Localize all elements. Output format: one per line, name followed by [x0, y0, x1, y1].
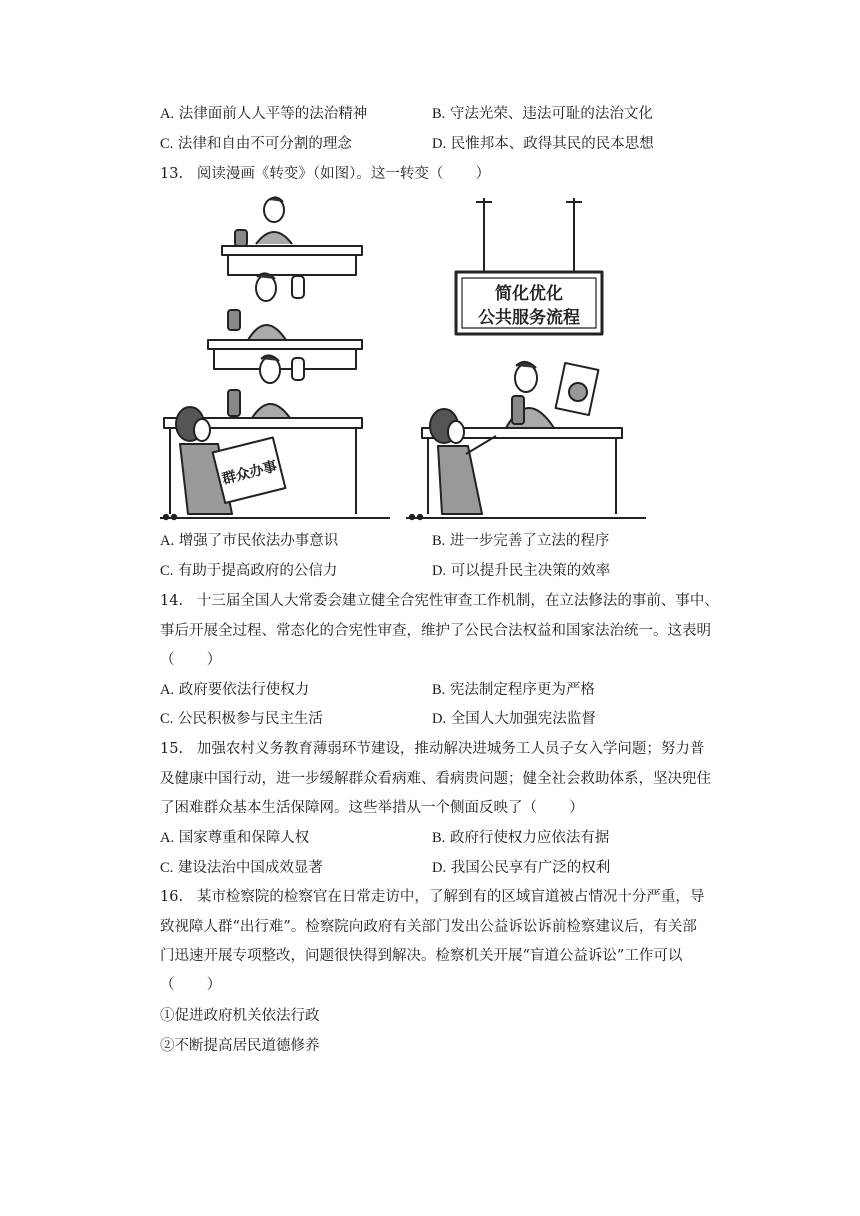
q13-option-d[interactable]: [432, 558, 610, 584]
option-text: 进一步完善了立法的程序: [449, 533, 610, 549]
q16-stem-line3: 门迅速开展专项整改，问题很快得到解决。检察机关开展“盲道公益诉讼”工作可以: [160, 948, 683, 964]
option-letter: D.: [432, 136, 447, 152]
q15-option-b[interactable]: [432, 825, 609, 851]
comic-sign-line2: 公共服务流程: [478, 308, 580, 328]
option-text: 建设法治中国成效显著: [177, 860, 323, 876]
option-letter: D.: [432, 860, 447, 876]
q15-option-a[interactable]: [160, 825, 309, 851]
q14-option-d[interactable]: [432, 706, 596, 732]
option-letter: A.: [160, 106, 175, 122]
q14-option-row-ab: [160, 677, 750, 703]
option-letter: B.: [432, 533, 446, 549]
option-text: 法律和自由不可分割的理念: [177, 136, 352, 152]
option-letter: B.: [432, 106, 446, 122]
q13-option-b[interactable]: [432, 528, 609, 554]
comic-transformation-image: [160, 192, 650, 522]
right-panel: [406, 198, 646, 519]
q14-stem-line2: 事后开展全过程、常态化的合宪性审查，维护了公民合法权益和国家法治统一。这表明: [160, 623, 711, 639]
q14-stem-line1: 14. 十三届全国人大常委会建立健全合宪性审查工作机制，在立法修法的事前、事中、: [160, 593, 719, 609]
q14-stem-line3: （ ）: [160, 652, 222, 668]
q14-option-c[interactable]: [160, 706, 323, 732]
option-text: 增强了市民依法办事意识: [178, 533, 339, 549]
q15-option-row-cd: [160, 855, 750, 881]
option-letter: C.: [160, 711, 174, 727]
comic-sign-line1: 简化优化: [495, 284, 563, 304]
q15-option-c[interactable]: [160, 855, 323, 881]
option-letter: D.: [432, 711, 447, 727]
option-text: 全国人大加强宪法监督: [450, 711, 596, 727]
comic-left-paper-label: 群众办事: [220, 458, 279, 488]
option-letter: A.: [160, 682, 175, 698]
q16-statement-2[interactable]: ②不断提高居民道德修养: [160, 1038, 320, 1054]
q16-stem-line1: 16. 某市检察院的检察官在日常走访中，了解到有的区域盲道被占情况十分严重，导: [160, 889, 705, 905]
option-text: 政府行使权力应依法有据: [449, 830, 610, 846]
option-text: 守法光荣、违法可耻的法治文化: [449, 106, 653, 122]
option-letter: C.: [160, 563, 174, 579]
q16-stem-line4: （ ）: [160, 977, 222, 993]
option-letter: C.: [160, 860, 174, 876]
q15-stem-line1: 15. 加强农村义务教育薄弱环节建设，推动解决进城务工人员子女入学问题；努力普: [160, 741, 705, 757]
option-letter: B.: [432, 830, 446, 846]
option-text: 可以提升民主决策的效率: [450, 563, 611, 579]
option-text: 公民积极参与民主生活: [177, 711, 323, 727]
q12-option-b[interactable]: [432, 101, 653, 127]
q12-option-row-ab: [160, 101, 750, 127]
option-text: 国家尊重和保障人权: [178, 830, 310, 846]
q13-option-row-ab: [160, 528, 750, 554]
option-letter: A.: [160, 830, 175, 846]
option-text: 我国公民享有广泛的权利: [450, 860, 611, 876]
option-text: 宪法制定程序更为严格: [449, 682, 595, 698]
q14-option-row-cd: [160, 706, 750, 732]
q16-statement-1[interactable]: ①促进政府机关依法行政: [160, 1008, 320, 1024]
q13-option-c[interactable]: [160, 558, 337, 584]
q13-option-row-cd: [160, 558, 750, 584]
q15-stem-line3: 了困难群众基本生活保障网。这些举措从一个侧面反映了（ ）: [160, 800, 584, 816]
q12-option-d[interactable]: [432, 131, 654, 157]
q12-option-row-cd: [160, 131, 750, 157]
q15-option-d[interactable]: [432, 855, 610, 881]
option-letter: C.: [160, 136, 174, 152]
option-letter: B.: [432, 682, 446, 698]
q15-stem-line2: 及健康中国行动，进一步缓解群众看病难、看病贵问题；健全社会救助体系，坚决兜住: [160, 771, 711, 787]
q16-stem-line2: 致视障人群“出行难”。检察院向政府有关部门发出公益诉讼诉前检察建议后，有关部: [160, 919, 697, 935]
option-text: 民惟邦本、政得其民的民本思想: [450, 136, 654, 152]
q15-option-row-ab: [160, 825, 750, 851]
option-text: 有助于提高政府的公信力: [177, 563, 338, 579]
left-panel: [160, 197, 390, 519]
q14-option-b[interactable]: [432, 677, 595, 703]
q14-option-a[interactable]: [160, 677, 309, 703]
q12-option-c[interactable]: [160, 131, 352, 157]
option-letter: A.: [160, 533, 175, 549]
q12-option-a[interactable]: [160, 101, 367, 127]
option-letter: D.: [432, 563, 447, 579]
option-text: 法律面前人人平等的法治精神: [178, 106, 368, 122]
q13-stem: 13. 阅读漫画《转变》（如图）。这一转变（ ）: [160, 166, 491, 182]
option-text: 政府要依法行使权力: [178, 682, 310, 698]
q13-option-a[interactable]: [160, 528, 338, 554]
